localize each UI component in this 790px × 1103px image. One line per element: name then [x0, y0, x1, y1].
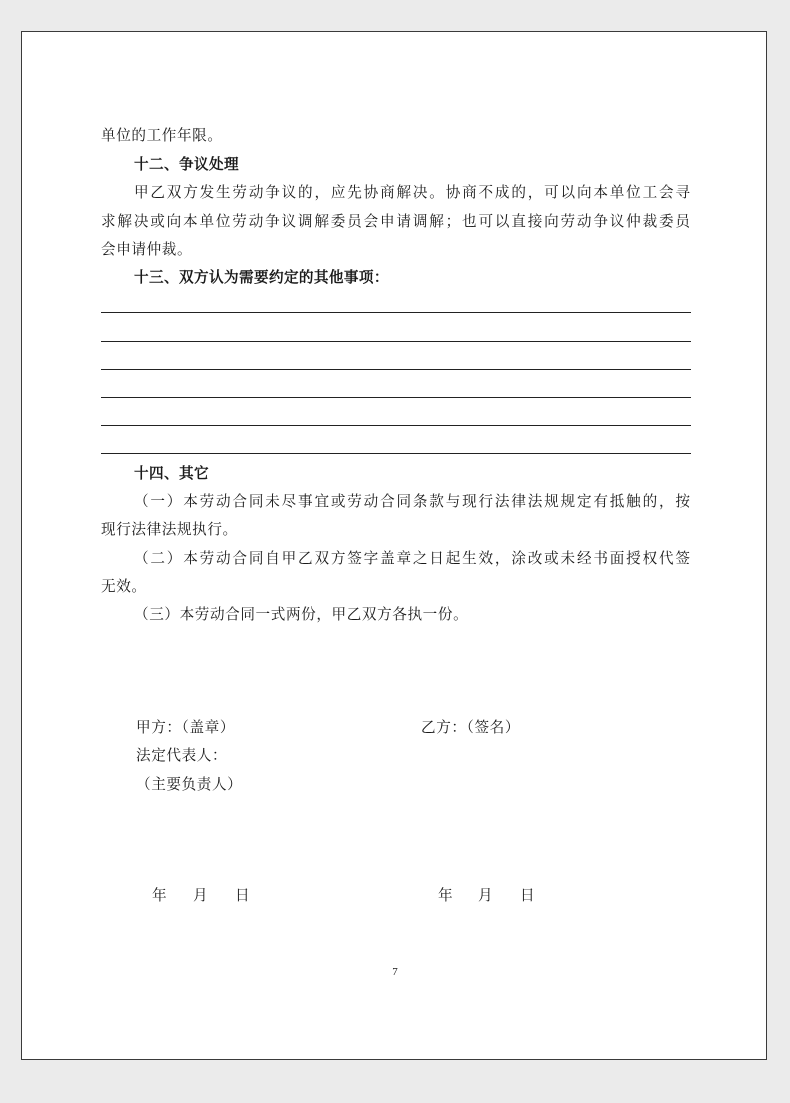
month-label: 月 — [193, 887, 208, 904]
section-14-heading: 十四、其它 — [134, 465, 209, 482]
day-label: 日 — [235, 887, 250, 904]
section-14-item-1-line-2: 现行法律法规执行。 — [101, 521, 238, 538]
month-label: 月 — [478, 887, 493, 904]
document-page — [21, 31, 767, 1060]
blank-line-1 — [101, 312, 691, 313]
blank-line-2 — [101, 341, 691, 342]
blank-line-6 — [101, 453, 691, 454]
page-number: 7 — [392, 966, 398, 978]
legal-representative-label: 法定代表人： — [136, 747, 228, 764]
party-a-seal-label: 甲方：（盖章） — [136, 719, 236, 736]
section-12-text-line-3: 会申请仲裁。 — [101, 241, 193, 258]
day-label: 日 — [520, 887, 535, 904]
section-12-text-line-1: 甲乙双方发生劳动争议的，应先协商解决。协商不成的，可以向本单位工会寻 — [134, 184, 690, 201]
blank-line-3 — [101, 369, 691, 370]
party-b-signature-label: 乙方：（签名） — [421, 719, 521, 736]
paragraph-continuation: 单位的工作年限。 — [101, 127, 223, 144]
section-12-heading: 十二、争议处理 — [134, 156, 239, 173]
year-label: 年 — [438, 887, 453, 904]
section-14-item-2-line-2: 无效。 — [101, 578, 147, 595]
principal-label: （主要负责人） — [136, 776, 243, 793]
year-label: 年 — [152, 887, 167, 904]
section-14-item-3: （三）本劳动合同一式两份，甲乙双方各执一份。 — [134, 606, 469, 623]
section-14-item-1-line-1: （一）本劳动合同未尽事宜或劳动合同条款与现行法律法规规定有抵触的，按 — [134, 493, 690, 510]
section-12-text-line-2: 求解决或向本单位劳动争议调解委员会申请调解；也可以直接向劳动争议仲裁委员 — [101, 213, 690, 230]
blank-line-4 — [101, 397, 691, 398]
section-14-item-2-line-1: （二）本劳动合同自甲乙双方签字盖章之日起生效，涂改或未经书面授权代签 — [134, 550, 690, 567]
section-13-heading: 十三、双方认为需要约定的其他事项： — [134, 269, 389, 286]
party-a-date — [22, 886, 768, 906]
blank-line-5 — [101, 425, 691, 426]
